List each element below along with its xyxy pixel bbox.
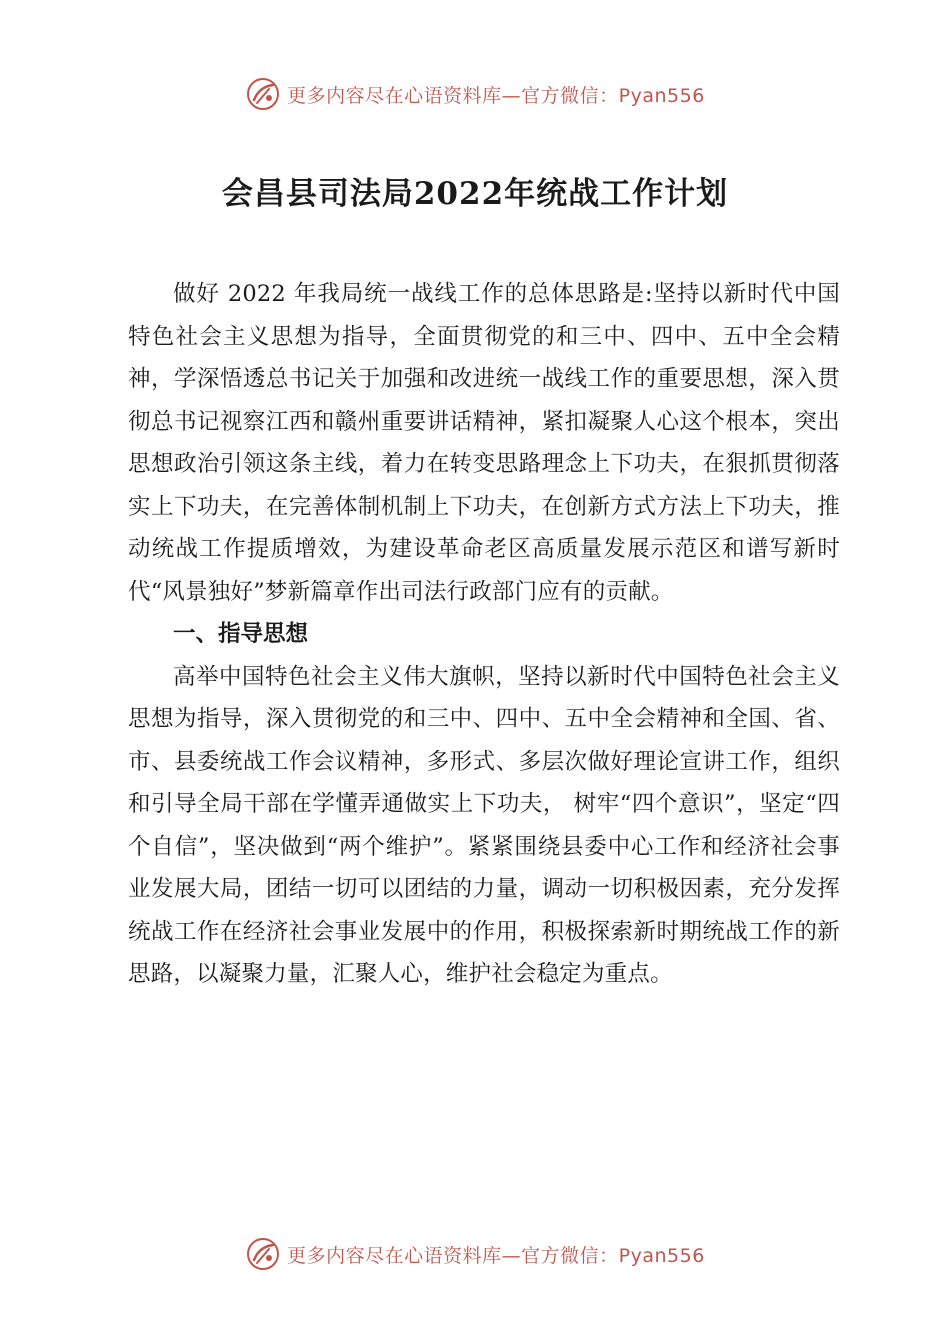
logo-icon xyxy=(245,76,281,112)
document-body xyxy=(128,273,840,996)
section-heading: 一、指导思想 xyxy=(173,621,309,647)
watermark-banner-bottom xyxy=(0,1232,950,1276)
watermark-text: 更多内容尽在心语资料库—官方微信：Pyan556 xyxy=(287,84,705,107)
intro-paragraph: 做好 2022 年我局统一战线工作的总体思路是:坚持以新时代中国特色社会主义思想为指导，全面贯彻党的和三中、四中、五中全会精神，学深悟透总书记关于加强和改进统一战线工作的重要思想，深入贯彻总书记视察江西和赣州重要讲话精神，紧扣凝聚人心这个根本，突出思想政治引领这条主线，着力在转变思路理念上下功夫，在狠抓贯彻落实上下功夫，在完善体制机制上下功夫，在创新方式方法上下功夫，推动统战工作提质增效，为建设革命老区高质量发展示范区和谱写新时代“风景独好”梦新篇章作出司法行政部门应有的贡献。 xyxy=(128,281,840,605)
logo-icon xyxy=(245,1236,281,1272)
section-paragraph: 高举中国特色社会主义伟大旗帜，坚持以新时代中国特色社会主义思想为指导，深入贯彻党的和三中、四中、五中全会精神和全国、省、市、县委统战工作会议精神，多形式、多层次做好理论宣讲工作，组织和引导全局干部在学懂弄通做实上下功夫， 树牢“四个意识”，坚定“四个自信”，坚决做到“两个维护”。紧紧围绕县委中心工作和经济社会事业发展大局，团结一切可以团结的力量，调动一切积极因素，充分发挥统战工作在经济社会事业发展中的作用，积极探索新时期统战工作的新思路，以凝聚力量，汇聚人心，维护社会稳定为重点。 xyxy=(128,663,840,987)
page-title: 会昌县司法局2022年统战工作计划 xyxy=(221,176,729,212)
watermark-banner-top xyxy=(0,72,950,116)
watermark-text: 更多内容尽在心语资料库—官方微信：Pyan556 xyxy=(287,1244,705,1267)
